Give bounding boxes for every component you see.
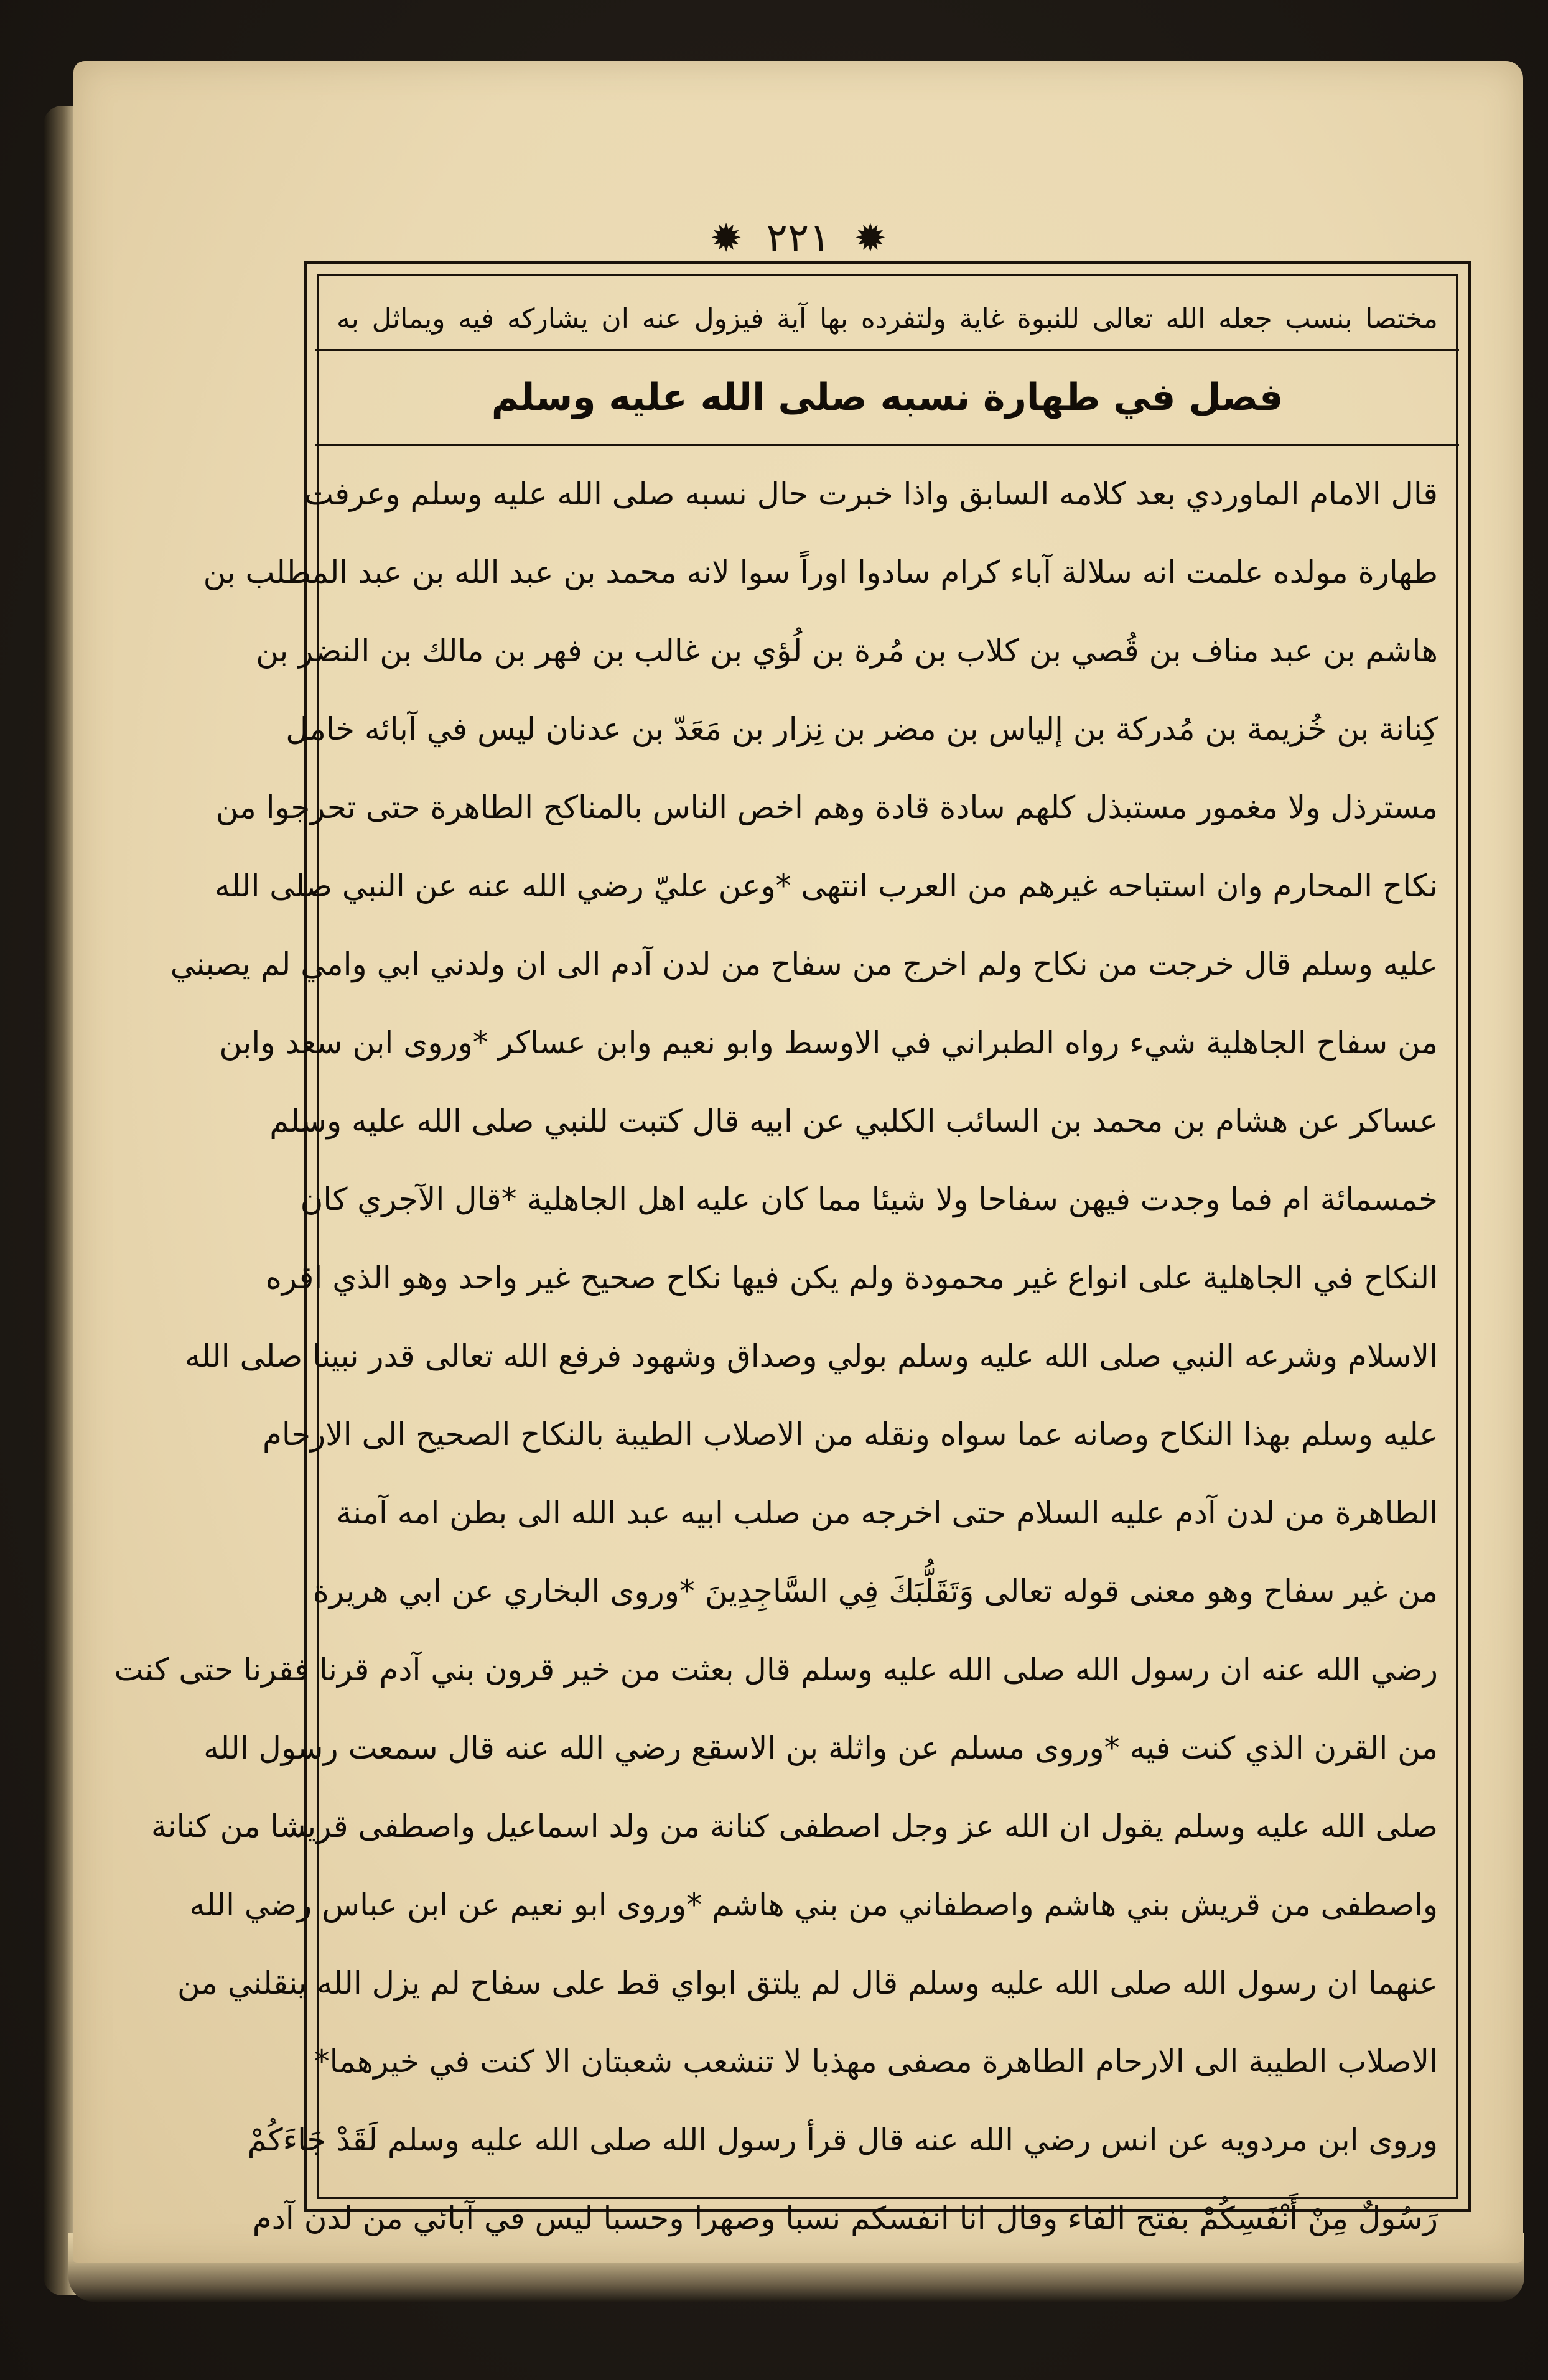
page-number-header xyxy=(73,210,1523,266)
page-number: ٢٢١ xyxy=(766,215,831,261)
text-line: الطاهرة من لدن آدم عليه السلام حتى اخرجه من صلب ابيه عبد الله الى بطن امه آمنة xyxy=(336,1495,1438,1531)
body-text xyxy=(114,455,1438,2257)
text-line: قال الامام الماوردي بعد كلامه السابق واذا خبرت حال نسبه صلى الله عليه وسلم وعرفت xyxy=(304,476,1438,512)
text-line: من القرن الذي كنت فيه *وروى مسلم عن واثلة بن الاسقع رضي الله عنه قال سمعت رسول الله xyxy=(203,1730,1438,1766)
text-line: الاسلام وشرعه النبي صلى الله عليه وسلم بولي وصداق وشهود فرفع الله تعالى قدر نبينا صلى الله xyxy=(185,1338,1438,1374)
text-frame xyxy=(114,261,1471,2236)
text-line: وروى ابن مردويه عن انس رضي الله عنه قال قرأ رسول الله صلى الله عليه وسلم لَقَدْ جَاءَكُمْ xyxy=(247,2122,1438,2158)
text-line: واصطفى من قريش بني هاشم واصطفاني من بني هاشم *وروى ابو نعيم عن ابن عباس رضي الله xyxy=(189,1887,1438,1923)
continuation-line: مختصا بنسب جعله الله تعالى للنبوة غاية ولتفرده بها آية فيزول عنه ان يشاركه فيه ويماثل به xyxy=(337,303,1438,335)
text-line: رَسُولٌ مِنْ أَنْفَسِكُمْ بفتح الفاء وقال انا انفسكم نسبا وصهرا وحسبا ليس في آبائي من لدن آدم xyxy=(252,2200,1438,2236)
book-page xyxy=(73,61,1523,2263)
text-line: نكاح المحارم وان استباحه غيرهم من العرب انتهى *وعن عليّ رضي الله عنه عن النبي صلى الله xyxy=(214,868,1438,904)
text-line: هاشم بن عبد مناف بن قُصي بن كلاب بن مُرة بن لُؤي بن غالب بن فهر بن مالك بن النضر بن xyxy=(256,633,1438,669)
text-block xyxy=(114,289,1438,2236)
section-heading: فصل في طهارة نسبه صلى الله عليه وسلم xyxy=(491,376,1284,419)
divider-rule xyxy=(315,444,1459,446)
text-line: خمسمائة ام فما وجدت فيهن سفاحا ولا شيئا مما كان عليه اهل الجاهلية *قال الآجري كان xyxy=(300,1181,1438,1217)
text-line: من غير سفاح وهو معنى قوله تعالى وَتَقَلُّبَكَ فِي السَّاجِدِينَ *وروى البخاري عن ابي هريرة xyxy=(312,1573,1438,1609)
text-line: عساكر عن هشام بن محمد بن السائب الكلبي عن ابيه قال كتبت للنبي صلى الله عليه وسلم xyxy=(269,1103,1438,1139)
text-line: صلى الله عليه وسلم يقول ان الله عز وجل اصطفى كنانة من ولد اسماعيل واصطفى قريشا من كنانة xyxy=(151,1808,1438,1844)
text-line: النكاح في الجاهلية على انواع غير محمودة ولم يكن فيها نكاح صحيح غير واحد وهو الذي اقره xyxy=(265,1260,1438,1296)
text-line: من سفاح الجاهلية شيء رواه الطبراني في الاوسط وابو نعيم وابن عساكر *وروى ابن سعد وابن xyxy=(219,1025,1438,1061)
text-line: عليه وسلم قال خرجت من نكاح ولم اخرج من سفاح من لدن آدم الى ان ولدني ابي وامي لم يصبني xyxy=(170,946,1438,982)
text-line: عنهما ان رسول الله صلى الله عليه وسلم قال لم يلتق ابواي قط على سفاح لم يزل الله ينقلني من xyxy=(177,1965,1438,2001)
text-line: الاصلاب الطيبة الى الارحام الطاهرة مصفى مهذبا لا تنشعب شعبتان الا كنت في خيرهما* xyxy=(314,2043,1438,2080)
ornament-left-icon: ✹ xyxy=(710,215,743,261)
text-line: طهارة مولده علمت انه سلالة آباء كرام سادوا اوراً سوا لانه محمد بن عبد الله بن عبد المطلب بن xyxy=(203,554,1438,590)
text-line: مسترذل ولا مغمور مستبذل كلهم سادة قادة وهم اخص الناس بالمناكح الطاهرة حتى تحرجوا من xyxy=(215,789,1438,825)
text-line: عليه وسلم بهذا النكاح وصانه عما سواه ونقله من الاصلاب الطيبة بالنكاح الصحيح الى الارحام xyxy=(262,1416,1438,1453)
ornament-right-icon: ✹ xyxy=(854,215,887,261)
text-line: كِنانة بن خُزيمة بن مُدركة بن إلياس بن مضر بن نِزار بن مَعَدّ بن عدنان ليس في آبائه خامل xyxy=(286,711,1438,747)
text-line: رضي الله عنه ان رسول الله صلى الله عليه وسلم قال بعثت من خير قرون بني آدم قرنا فقرنا حتى كنت xyxy=(114,1652,1438,1688)
